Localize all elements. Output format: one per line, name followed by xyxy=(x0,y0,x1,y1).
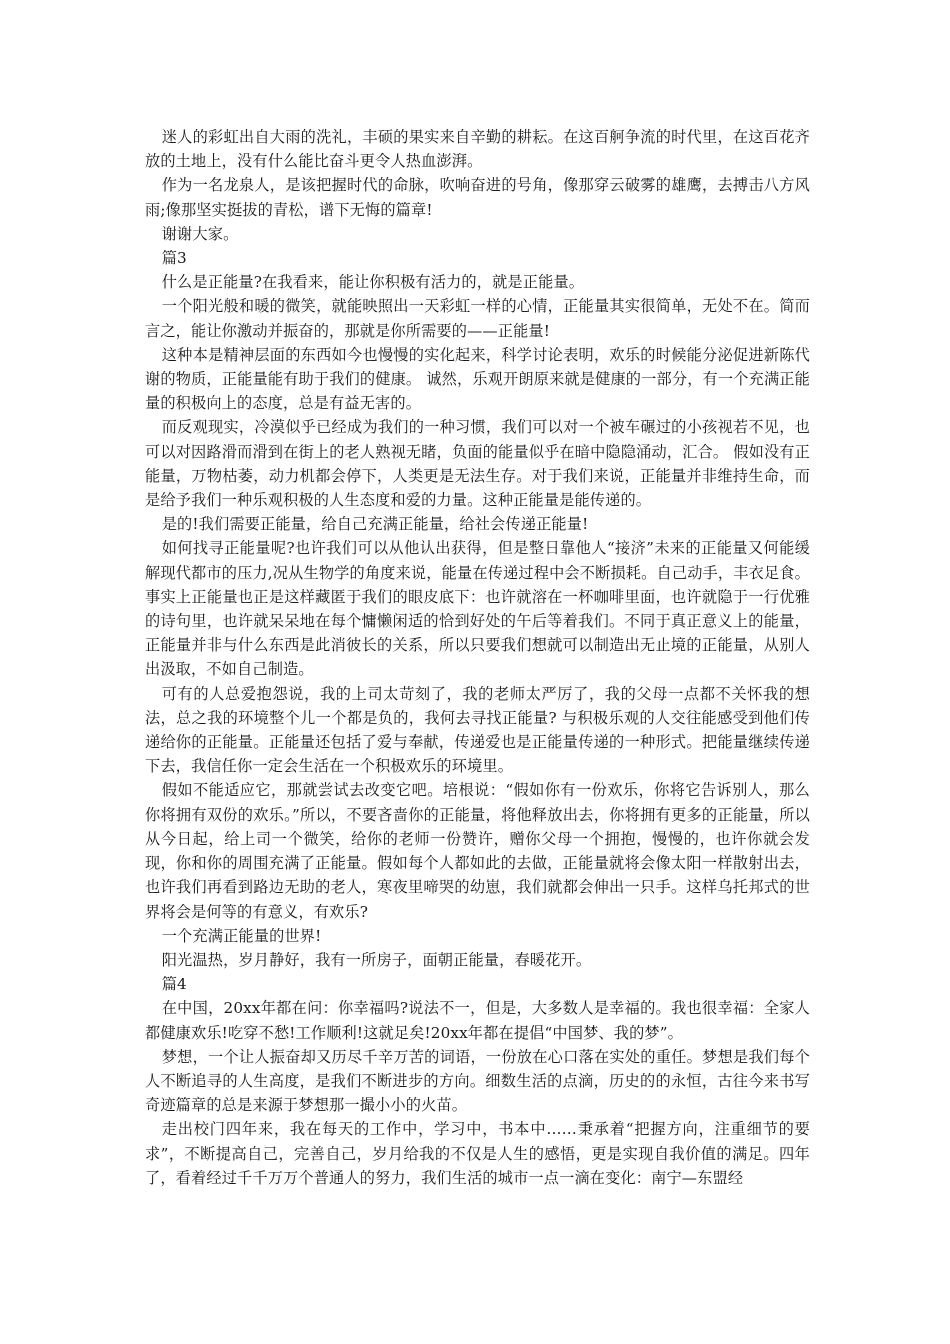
document-body xyxy=(145,125,810,1190)
paragraph: 迷人的彩虹出自大雨的洗礼，丰硕的果实来自辛勤的耕耘。在这百舸争流的时代里，在这百花齐放的土地上，没有什么能比奋斗更令人热血澎湃。 xyxy=(145,128,810,171)
paragraph: 这种本是精神层面的东西如今也慢慢的实化起来，科学讨论表明，欢乐的时候能分泌促进新陈代谢的物质，正能量能有助于我们的健康。 诚然，乐观开朗原来就是健康的一部分，有一个充满正能量的积极向上的态度，总是有益无害的。 xyxy=(145,345,810,413)
paragraph: 什么是正能量?在我看来，能让你积极有活力的，就是正能量。 xyxy=(161,273,585,292)
paragraph: 而反观现实，冷漠似乎已经成为我们的一种习惯，我们可以对一个被车碾过的小孩视若不见，也可以对因路滑而滑到在街上的老人熟视无睹，负面的能量似乎在暗中隐隐涌动，汇合。 假如没有正能量，万物枯萎，动力机都会停下，人类更是无法生存。对于我们来说，正能量并非维持生命，而是给予我们一种乐观积极的人生态度和爱的力量。这种正能量是能传递的。 xyxy=(145,418,810,510)
paragraph: 在中国，20xx年都在问：你幸福吗?说法不一，但是，大多数人是幸福的。我也很幸福：全家人都健康欢乐!吃穿不愁!工作顺利!这就足矣!20xx年都在提倡“中国梦、我的梦”。 xyxy=(145,999,810,1042)
paragraph: 可有的人总爱抱怨说，我的上司太苛刻了，我的老师太严厉了，我的父母一点都不关怀我的想法，总之我的环境整个儿一个都是负的，我何去寻找正能量? 与积极乐观的人交往能感受到他们传递给你的正能量。正能量还包括了爱与奉献，传递爱也是正能量传递的一种形式。把能量继续传递下去，我信任你一定会生活在一个积极欢乐的环境里。 xyxy=(145,684,810,776)
paragraph: 是的!我们需要正能量，给自己充满正能量，给社会传递正能量! xyxy=(161,515,589,534)
section-heading: 篇3 xyxy=(161,249,187,268)
paragraph: 阳光温热，岁月静好，我有一所房子，面朝正能量，春暖花开。 xyxy=(161,950,592,969)
section-heading: 篇4 xyxy=(161,975,187,994)
paragraph: 谢谢大家。 xyxy=(161,224,239,243)
paragraph: 走出校门四年来，我在每天的工作中，学习中，书本中……秉承着“把握方向，注重细节的要求”，不断提高自己，完善自己，岁月给我的不仅是人生的感悟，更是实现自我价值的满足。四年了，看着经过千千万万个普通人的努力，我们生活的城市一点一滴在变化：南宁—东盟经 xyxy=(145,1120,810,1187)
paragraph: 如何找寻正能量呢?也许我们可以从他认出获得，但是整日靠他人“接济”未来的正能量又何能缓解现代都市的压力,况从生物学的角度来说，能量在传递过程中会不断损耗。自己动手，丰衣足食。事实上正能量也正是这样藏匿于我们的眼皮底下：也许就溶在一杯咖啡里面，也许就隐于一行优雅的诗句里，也许就呆呆地在每个慵懒闲适的恰到好处的午后等着我们。不同于真正意义上的能量，正能量并非与什么东西是此消彼长的关系，所以只要我们想就可以制造出无止境的正能量，从别人出汲取，不如自己制造。 xyxy=(145,539,810,679)
paragraph: 一个充满正能量的世界! xyxy=(161,926,322,945)
paragraph: 假如不能适应它，那就尝试去改变它吧。培根说：“假如你有一份欢乐，你将它告诉别人，那么你将拥有双份的欢乐。”所以，不要吝啬你的正能量，将他释放出去，你将拥有更多的正能量，所以从今日起，给上司一个微笑，给你的老师一份赞许，赠你父母一个拥抱，慢慢的，也许你就会发现，你和你的周围充满了正能量。假如每个人都如此的去做，正能量就将会像太阳一样散射出去，也许我们再看到路边无助的老人，寒夜里啼哭的幼崽，我们就都会伸出一只手。这样乌托邦式的世界将会是何等的有意义，有欢乐? xyxy=(145,781,810,921)
paragraph: 一个阳光般和暖的微笑，就能映照出一天彩虹一样的心情，正能量其实很简单，无处不在。简而言之，能让你激动并振奋的，那就是你所需要的——正能量! xyxy=(145,297,810,340)
paragraph: 梦想，一个让人振奋却又历尽千辛万苦的词语，一份放在心口落在实处的重任。梦想是我们每个人不断追寻的人生高度，是我们不断进步的方向。细数生活的点滴，历史的的永恒，古往今来书写奇迹篇章的总是来源于梦想那一撮小小的火苗。 xyxy=(145,1047,810,1115)
paragraph: 作为一名龙泉人，是该把握时代的命脉，吹响奋进的号角，像那穿云破雾的雄鹰，去搏击八方风雨;像那坚实挺拔的青松，谱下无悔的篇章! xyxy=(145,176,810,219)
